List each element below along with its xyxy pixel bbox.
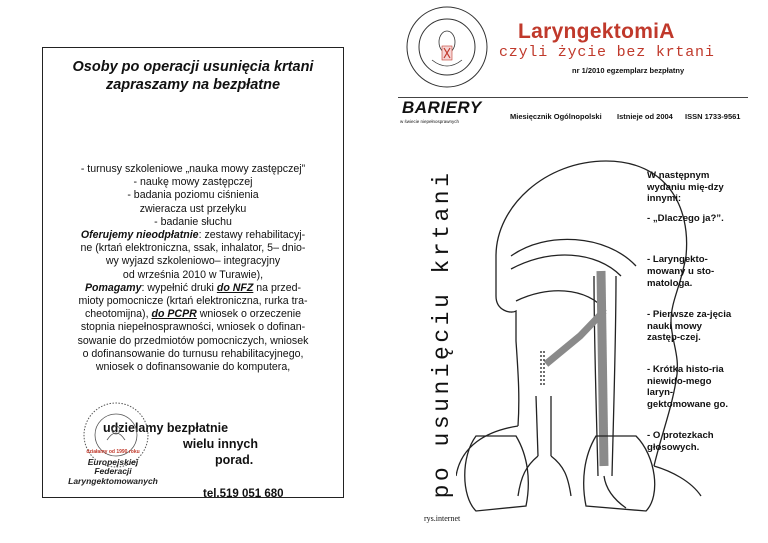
offer-line: - badania poziomu ciśnienia <box>127 189 259 202</box>
bariery-tagline: w świecie niepełnosprawnych <box>400 119 460 124</box>
closing-text: udzielamy bezpłatnie wielu innych porad. <box>103 421 259 467</box>
issue-number: nr 1/2010 egzemplarz bezpłatny <box>572 66 685 75</box>
offer-line: - naukę mowy zastępczej <box>133 176 253 189</box>
free-offer-paragraph: Oferujemy nieodpłatnie: zestawy rehabilitacyj- ne (krtań elektroniczna, ssak, inhalator, 5– dnio- wy wyjazd szkoleniowo– integracyjny od września 2010 w Turawie), <box>80 229 306 281</box>
help-paragraph: Pomagamy: wypełnić druki do NFZ na przed- mioty pomocnicze (krtań elektroniczna, rurka tra- cheotomijna), do PCPR wniosek o orzeczenie stopnia niepełnosprawności, wniosek o dofinan- sowanie do przedmiotów pomocniczych, wniosek o dofinansowanie do turnusu rehabilitacyjnego, wniosek o dofinansowanie do komputera, <box>77 281 309 374</box>
illustration-credit: rys.internet <box>424 514 461 523</box>
next-issue-heading: W następnym wydaniu mię-dzy innymi: <box>647 170 724 205</box>
invitation-panel <box>42 47 344 498</box>
next-issue-item: - Laryngekto-mowany u sto-matologa. <box>647 254 715 289</box>
magazine-subtitle: czyli życie bez krtani <box>499 44 715 61</box>
next-issue-item: - „Dlaczego ja?”. <box>647 212 724 224</box>
vertical-cover-text: po usunięciu krtani <box>429 169 455 499</box>
association-seal-logo <box>402 2 492 92</box>
magazine-title: LaryngektomiA <box>518 20 675 43</box>
bariery-logo: BARIERY <box>402 98 482 117</box>
foundation-name: działamy od 1990 roku Europejskiej Federacji Laryngektomowanych <box>68 449 158 486</box>
next-issue-list <box>647 170 735 462</box>
next-issue-item: - Krótka histo-ria niewido-mego laryn-gektomowane go. <box>647 363 729 410</box>
invitation-body <box>51 163 335 374</box>
invitation-heading: Osoby po operacji usunięcia krtani zapraszamy na bezpłatne <box>72 59 314 93</box>
offer-line: - badanie słuchu <box>154 215 232 228</box>
offer-line: - turnusy szkoleniowe „nauka mowy zastępczej” <box>80 163 306 175</box>
next-issue-item: - O protezkach głosowych. <box>647 430 714 453</box>
since-label: Istnieje od 2004 <box>617 112 673 121</box>
phone-number[interactable]: tel.519 051 680 <box>203 488 284 500</box>
next-issue-item: - Pierwsze za-jęcia nauki mowy zastęp-czej. <box>647 309 732 344</box>
offer-line: zwieracza ust przełyku <box>139 202 247 215</box>
monthly-label: Miesięcznik Ogólnopolski <box>510 112 602 121</box>
issn-label: ISSN 1733-9561 <box>685 112 741 121</box>
